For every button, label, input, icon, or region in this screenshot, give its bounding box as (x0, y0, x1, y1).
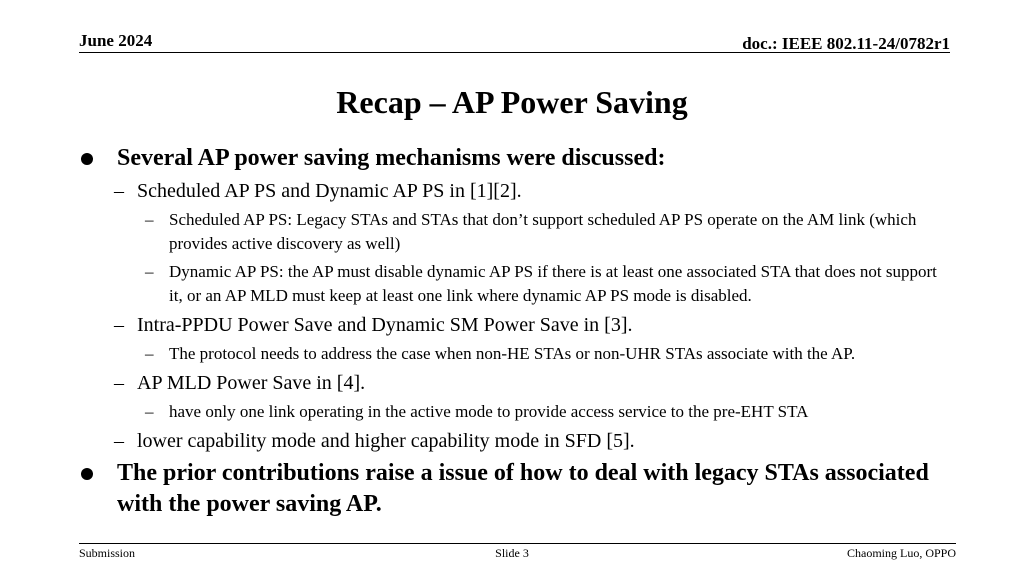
footer-slide-number: Slide 3 (495, 546, 529, 560)
sub-bullet-capability-mode (80, 428, 960, 455)
sub-bullet-intra-ppdu (80, 312, 960, 339)
sub-sub-bullet-text: have only one link operating in the active mode to provide access service to the pre-EHT STA (169, 402, 809, 421)
bullet-dot-icon (81, 468, 93, 480)
header-divider (79, 52, 950, 53)
dash-icon: – (114, 180, 124, 202)
bullet-prior-contributions (80, 458, 960, 520)
bullet-dot-icon (81, 153, 93, 165)
sub-sub-bullet-text: Scheduled AP PS: Legacy STAs and STAs that don’t support scheduled AP PS operate on the AM link (which provides active discovery as well) (169, 210, 917, 253)
sub-bullet-ap-mld (80, 370, 960, 397)
slide-title: Recap – AP Power Saving (336, 84, 688, 120)
dash-icon: – (145, 210, 154, 229)
footer-submission: Submission (79, 546, 136, 560)
bullet-mechanisms (80, 143, 960, 174)
footer-author: Chaoming Luo, OPPO (846, 546, 956, 560)
header-doc-id: doc.: IEEE 802.11-24/0782r1 (742, 34, 950, 53)
header-date: June 2024 (79, 31, 153, 50)
slide-body (80, 141, 960, 524)
sub-sub-bullet-scheduled (80, 208, 960, 256)
sub-bullet-text: Scheduled AP PS and Dynamic AP PS in [1][2]. (137, 180, 522, 202)
sub-bullet-text: lower capability mode and higher capability mode in SFD [5]. (137, 430, 635, 452)
sub-sub-bullet-text: Dynamic AP PS: the AP must disable dynamic AP PS if there is at least one associated STA that does not support it, or an AP MLD must keep at least one link where dynamic AP PS mode is disabled. (169, 262, 937, 305)
sub-sub-bullet-one-link (80, 400, 960, 424)
dash-icon: – (145, 344, 154, 363)
dash-icon: – (114, 372, 124, 394)
bullet-text: Several AP power saving mechanisms were discussed: (117, 145, 666, 171)
sub-sub-bullet-text: The protocol needs to address the case when non-HE STAs or non-UHR STAs associate with the AP. (169, 344, 856, 363)
footer-divider (79, 543, 956, 544)
dash-icon: – (114, 430, 124, 452)
sub-bullet-text: AP MLD Power Save in [4]. (137, 372, 366, 394)
sub-bullet-scheduled-dynamic (80, 178, 960, 205)
sub-sub-bullet-dynamic (80, 260, 960, 308)
dash-icon: – (145, 402, 154, 421)
sub-bullet-text: Intra-PPDU Power Save and Dynamic SM Power Save in [3]. (137, 314, 633, 336)
dash-icon: – (114, 314, 124, 336)
bullet-text: The prior contributions raise a issue of how to deal with legacy STAs associated with the power saving AP. (117, 460, 929, 517)
dash-icon: – (145, 262, 154, 281)
sub-sub-bullet-protocol (80, 342, 960, 366)
